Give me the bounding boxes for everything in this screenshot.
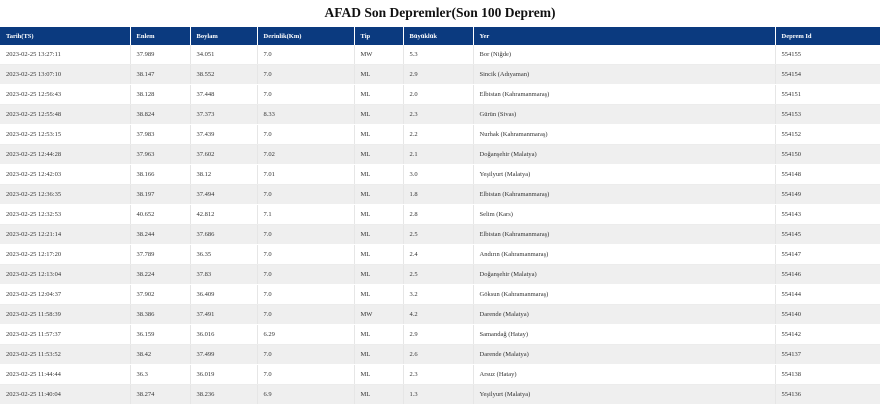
cell-date: 2023-02-25 11:53:52 <box>0 345 130 365</box>
cell-magnitude: 4.2 <box>403 305 473 325</box>
cell-date: 2023-02-25 12:42:03 <box>0 165 130 185</box>
cell-longitude: 36.019 <box>190 365 257 385</box>
cell-location: Doğanşehir (Malatya) <box>473 265 775 285</box>
cell-longitude: 37.602 <box>190 145 257 165</box>
cell-longitude: 34.051 <box>190 45 257 65</box>
cell-magnitude: 2.6 <box>403 345 473 365</box>
cell-longitude: 37.439 <box>190 125 257 145</box>
cell-type: ML <box>354 385 403 405</box>
cell-longitude: 36.409 <box>190 285 257 305</box>
table-row <box>0 385 880 405</box>
cell-location: Yeşilyurt (Malatya) <box>473 165 775 185</box>
cell-event-id: 554152 <box>775 125 880 145</box>
cell-magnitude: 3.0 <box>403 165 473 185</box>
cell-date: 2023-02-25 11:57:37 <box>0 325 130 345</box>
cell-date: 2023-02-25 12:53:15 <box>0 125 130 145</box>
cell-location: Andırın (Kahramanmaraş) <box>473 245 775 265</box>
cell-magnitude: 2.5 <box>403 225 473 245</box>
cell-event-id: 554144 <box>775 285 880 305</box>
cell-type: ML <box>354 145 403 165</box>
cell-type: ML <box>354 205 403 225</box>
cell-magnitude: 1.3 <box>403 385 473 405</box>
cell-latitude: 38.147 <box>130 65 190 85</box>
cell-location: Darende (Malatya) <box>473 345 775 365</box>
cell-type: ML <box>354 325 403 345</box>
cell-longitude: 38.236 <box>190 385 257 405</box>
cell-event-id: 554140 <box>775 305 880 325</box>
cell-date: 2023-02-25 12:44:28 <box>0 145 130 165</box>
cell-depth: 7.0 <box>257 125 354 145</box>
table-row <box>0 345 880 365</box>
table-row <box>0 325 880 345</box>
cell-depth: 7.0 <box>257 365 354 385</box>
cell-longitude: 38.12 <box>190 165 257 185</box>
page-title: AFAD Son Depremler(Son 100 Deprem) <box>324 5 556 20</box>
cell-location: Göksun (Kahramanmaraş) <box>473 285 775 305</box>
table-row <box>0 225 880 245</box>
cell-longitude: 36.35 <box>190 245 257 265</box>
cell-depth: 7.0 <box>257 265 354 285</box>
cell-type: ML <box>354 285 403 305</box>
cell-location: Bor (Niğde) <box>473 45 775 65</box>
cell-longitude: 37.491 <box>190 305 257 325</box>
cell-location: Doğanşehir (Malatya) <box>473 145 775 165</box>
cell-depth: 7.0 <box>257 305 354 325</box>
cell-location: Arsuz (Hatay) <box>473 365 775 385</box>
cell-latitude: 38.244 <box>130 225 190 245</box>
cell-event-id: 554151 <box>775 85 880 105</box>
table-header <box>0 27 880 45</box>
cell-latitude: 36.159 <box>130 325 190 345</box>
cell-type: ML <box>354 165 403 185</box>
cell-type: MW <box>354 305 403 325</box>
cell-latitude: 38.128 <box>130 85 190 105</box>
cell-date: 2023-02-25 12:32:53 <box>0 205 130 225</box>
cell-date: 2023-02-25 12:17:20 <box>0 245 130 265</box>
cell-longitude: 37.83 <box>190 265 257 285</box>
table-row <box>0 265 880 285</box>
cell-depth: 7.0 <box>257 65 354 85</box>
cell-date: 2023-02-25 11:44:44 <box>0 365 130 385</box>
cell-longitude: 42.812 <box>190 205 257 225</box>
cell-depth: 7.0 <box>257 45 354 65</box>
column-header-latitude[interactable]: Enlem <box>130 27 190 45</box>
cell-longitude: 37.499 <box>190 345 257 365</box>
cell-latitude: 37.963 <box>130 145 190 165</box>
cell-type: ML <box>354 245 403 265</box>
cell-latitude: 38.824 <box>130 105 190 125</box>
cell-latitude: 38.386 <box>130 305 190 325</box>
cell-type: ML <box>354 185 403 205</box>
cell-event-id: 554138 <box>775 365 880 385</box>
cell-depth: 7.0 <box>257 225 354 245</box>
cell-magnitude: 2.9 <box>403 65 473 85</box>
table-row <box>0 85 880 105</box>
cell-depth: 7.0 <box>257 345 354 365</box>
cell-type: ML <box>354 365 403 385</box>
cell-magnitude: 2.1 <box>403 145 473 165</box>
table-row <box>0 185 880 205</box>
cell-magnitude: 2.8 <box>403 205 473 225</box>
earthquake-table <box>0 27 880 405</box>
cell-longitude: 37.448 <box>190 85 257 105</box>
table-row <box>0 45 880 65</box>
cell-latitude: 37.902 <box>130 285 190 305</box>
cell-latitude: 38.42 <box>130 345 190 365</box>
cell-latitude: 37.983 <box>130 125 190 145</box>
column-header-depth[interactable]: Derinlik(Km) <box>257 27 354 45</box>
cell-latitude: 38.224 <box>130 265 190 285</box>
cell-magnitude: 2.3 <box>403 365 473 385</box>
table-row <box>0 145 880 165</box>
cell-event-id: 554142 <box>775 325 880 345</box>
table-row <box>0 205 880 225</box>
earthquake-table-container <box>0 27 880 405</box>
cell-latitude: 38.166 <box>130 165 190 185</box>
cell-type: ML <box>354 65 403 85</box>
table-row <box>0 245 880 265</box>
table-row <box>0 105 880 125</box>
cell-event-id: 554147 <box>775 245 880 265</box>
cell-location: Sincik (Adıyaman) <box>473 65 775 85</box>
cell-latitude: 37.789 <box>130 245 190 265</box>
cell-date: 2023-02-25 12:21:14 <box>0 225 130 245</box>
cell-depth: 7.0 <box>257 85 354 105</box>
cell-date: 2023-02-25 12:56:43 <box>0 85 130 105</box>
cell-depth: 6.9 <box>257 385 354 405</box>
cell-event-id: 554137 <box>775 345 880 365</box>
cell-date: 2023-02-25 13:27:11 <box>0 45 130 65</box>
cell-longitude: 37.373 <box>190 105 257 125</box>
cell-event-id: 554153 <box>775 105 880 125</box>
cell-depth: 6.29 <box>257 325 354 345</box>
cell-location: Elbistan (Kahramanmaraş) <box>473 185 775 205</box>
cell-longitude: 37.494 <box>190 185 257 205</box>
table-body <box>0 45 880 405</box>
table-row <box>0 285 880 305</box>
cell-location: Gürün (Sivas) <box>473 105 775 125</box>
cell-latitude: 36.3 <box>130 365 190 385</box>
cell-location: Darende (Malatya) <box>473 305 775 325</box>
cell-date: 2023-02-25 11:58:39 <box>0 305 130 325</box>
column-header-date[interactable]: Tarih(TS) <box>0 27 130 45</box>
table-row <box>0 125 880 145</box>
cell-type: MW <box>354 45 403 65</box>
cell-depth: 7.0 <box>257 285 354 305</box>
cell-latitude: 40.652 <box>130 205 190 225</box>
cell-location: Selim (Kars) <box>473 205 775 225</box>
cell-magnitude: 2.3 <box>403 105 473 125</box>
cell-event-id: 554155 <box>775 45 880 65</box>
header-row <box>0 27 880 45</box>
column-header-location[interactable]: Yer <box>473 27 775 45</box>
cell-date: 2023-02-25 12:36:35 <box>0 185 130 205</box>
column-header-type[interactable]: Tip <box>354 27 403 45</box>
cell-event-id: 554149 <box>775 185 880 205</box>
cell-magnitude: 2.2 <box>403 125 473 145</box>
cell-magnitude: 2.9 <box>403 325 473 345</box>
cell-magnitude: 2.0 <box>403 85 473 105</box>
cell-longitude: 37.686 <box>190 225 257 245</box>
cell-latitude: 38.274 <box>130 385 190 405</box>
cell-depth: 7.0 <box>257 245 354 265</box>
cell-location: Samandağ (Hatay) <box>473 325 775 345</box>
cell-location: Elbistan (Kahramanmaraş) <box>473 225 775 245</box>
cell-magnitude: 5.3 <box>403 45 473 65</box>
cell-type: ML <box>354 125 403 145</box>
cell-magnitude: 1.8 <box>403 185 473 205</box>
cell-type: ML <box>354 345 403 365</box>
column-header-event-id[interactable]: Deprem Id <box>775 27 880 45</box>
cell-location: Yeşilyurt (Malatya) <box>473 385 775 405</box>
cell-magnitude: 3.2 <box>403 285 473 305</box>
cell-event-id: 554146 <box>775 265 880 285</box>
cell-date: 2023-02-25 12:04:37 <box>0 285 130 305</box>
column-header-longitude[interactable]: Boylam <box>190 27 257 45</box>
table-row <box>0 365 880 385</box>
table-row <box>0 165 880 185</box>
cell-longitude: 36.016 <box>190 325 257 345</box>
cell-location: Nurhak (Kahramanmaraş) <box>473 125 775 145</box>
cell-longitude: 38.552 <box>190 65 257 85</box>
cell-event-id: 554148 <box>775 165 880 185</box>
cell-event-id: 554145 <box>775 225 880 245</box>
cell-event-id: 554143 <box>775 205 880 225</box>
cell-depth: 7.1 <box>257 205 354 225</box>
cell-location: Elbistan (Kahramanmaraş) <box>473 85 775 105</box>
cell-date: 2023-02-25 13:07:10 <box>0 65 130 85</box>
cell-event-id: 554150 <box>775 145 880 165</box>
cell-type: ML <box>354 225 403 245</box>
cell-magnitude: 2.5 <box>403 265 473 285</box>
cell-depth: 8.33 <box>257 105 354 125</box>
cell-depth: 7.01 <box>257 165 354 185</box>
table-row <box>0 65 880 85</box>
cell-latitude: 38.197 <box>130 185 190 205</box>
column-header-magnitude[interactable]: Büyüklük <box>403 27 473 45</box>
cell-date: 2023-02-25 12:55:48 <box>0 105 130 125</box>
cell-event-id: 554136 <box>775 385 880 405</box>
cell-type: ML <box>354 105 403 125</box>
cell-event-id: 554154 <box>775 65 880 85</box>
cell-date: 2023-02-25 12:13:04 <box>0 265 130 285</box>
cell-depth: 7.02 <box>257 145 354 165</box>
cell-type: ML <box>354 85 403 105</box>
cell-latitude: 37.989 <box>130 45 190 65</box>
cell-depth: 7.0 <box>257 185 354 205</box>
table-row <box>0 305 880 325</box>
cell-date: 2023-02-25 11:40:04 <box>0 385 130 405</box>
cell-magnitude: 2.4 <box>403 245 473 265</box>
cell-type: ML <box>354 265 403 285</box>
